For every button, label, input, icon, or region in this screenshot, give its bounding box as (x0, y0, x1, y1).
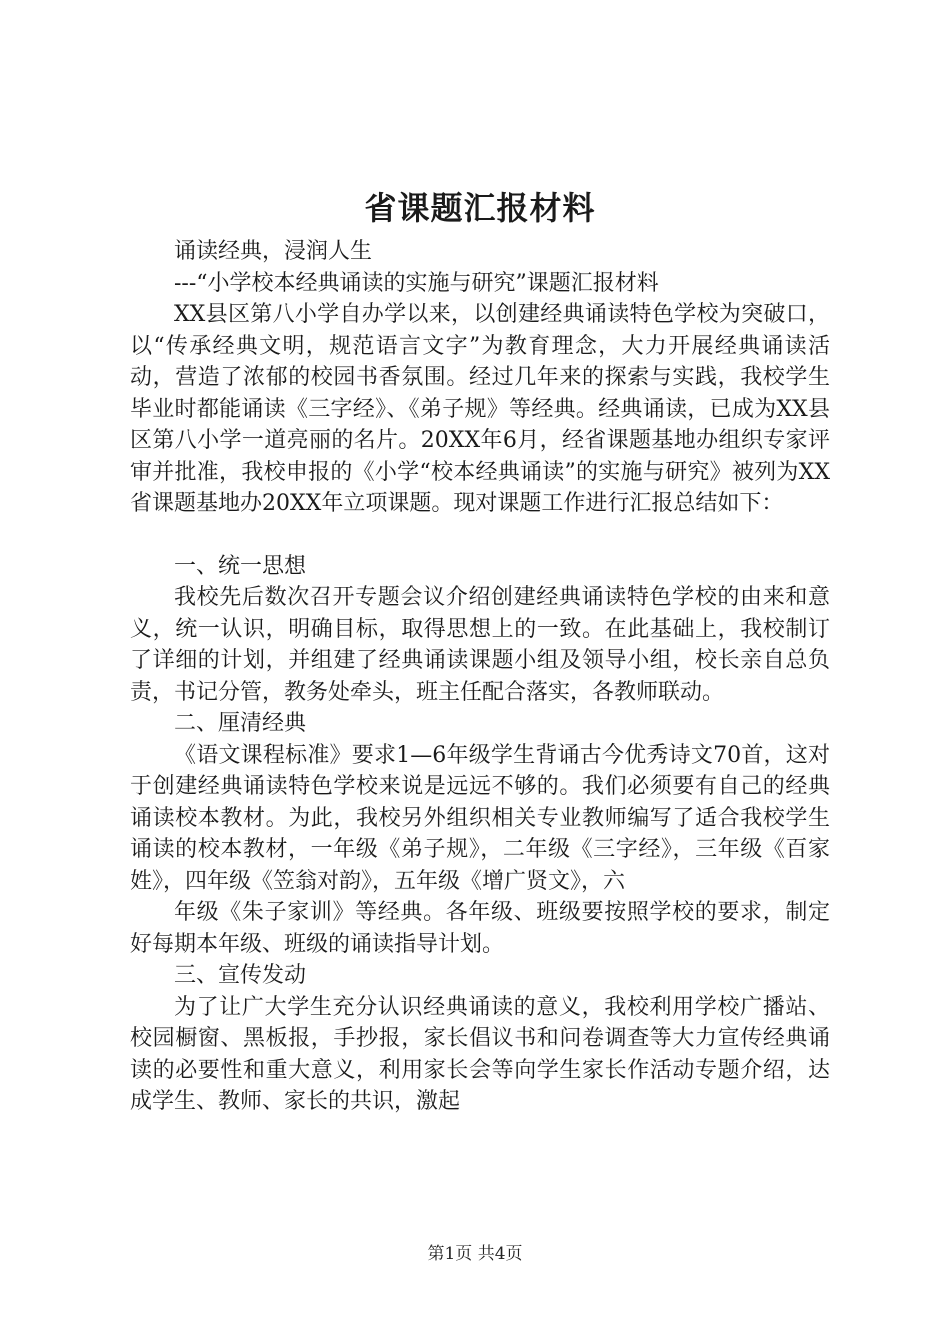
section-2-paragraph-cont: 年级《朱子家训》等经典。各年级、班级要按照学校的要求，制定好每期本年级、班级的诵读指导计划。 (130, 900, 830, 957)
document-title: 省课题汇报材料 (364, 189, 596, 227)
section-heading-1: 一、统一思想 (174, 553, 307, 579)
section-2-paragraph: 《语文课程标准》要求1—6年级学生背诵古今优秀诗文70首，这对于创建经典诵读特色学校来说是远远不够的。我们必须要有自己的经典诵读校本教材。为此，我校另外组织相关专业教师编写了适合我校学生诵读的校本教材，一年级《弟子规》，二年级《三字经》，三年级《百家姓》，四年级《笠翁对韵》，五年级《增广贤文》，六 (130, 742, 830, 894)
subtitle-subline: ---“小学校本经典诵读的实施与研究”课题汇报材料 (174, 270, 659, 296)
subtitle-line: 诵读经典，浸润人生 (174, 239, 373, 264)
paragraph-spacer (130, 520, 830, 551)
page-footer: 第1页 共4页 (427, 1244, 523, 1264)
document-page (130, 180, 830, 1118)
section-3-paragraph: 为了让广大学生充分认识经典诵读的意义，我校利用学校广播站、校园橱窗、黑板报，手抄报，家长倡议书和问卷调查等大力宣传经典诵读的必要性和重大意义，利用家长会等向学生家长作活动专题介绍，达成学生、教师、家长的共识，激起 (130, 994, 830, 1114)
intro-paragraph: XX县区第八小学自办学以来，以创建经典诵读特色学校为突破口，以“传承经典文明，规范语言文字”为教育理念，大力开展经典诵读活动，营造了浓郁的校园书香氛围。经过几年来的探索与实践，我校学生毕业时都能诵读《三字经》、《弟子规》等经典。经典诵读，已成为XX县区第八小学一道亮丽的名片。20XX年6月，经省课题基地办组织专家评审并批准，我校申报的《小学“校本经典诵读”的实施与研究》被列为XX省课题基地办20XX年立项课题。现对课题工作进行汇报总结如下： (130, 302, 830, 516)
section-heading-2: 二、厘清经典 (174, 711, 307, 736)
section-1-paragraph: 我校先后数次召开专题会议介绍创建经典诵读特色学校的由来和意义，统一认识，明确目标，取得思想上的一致。在此基础上，我校制订了详细的计划，并组建了经典诵读课题小组及领导小组，校长亲自总负责，书记分管，教务处牵头，班主任配合落实，各教师联动。 (130, 585, 830, 705)
section-heading-3: 三、宣传发动 (174, 963, 307, 988)
